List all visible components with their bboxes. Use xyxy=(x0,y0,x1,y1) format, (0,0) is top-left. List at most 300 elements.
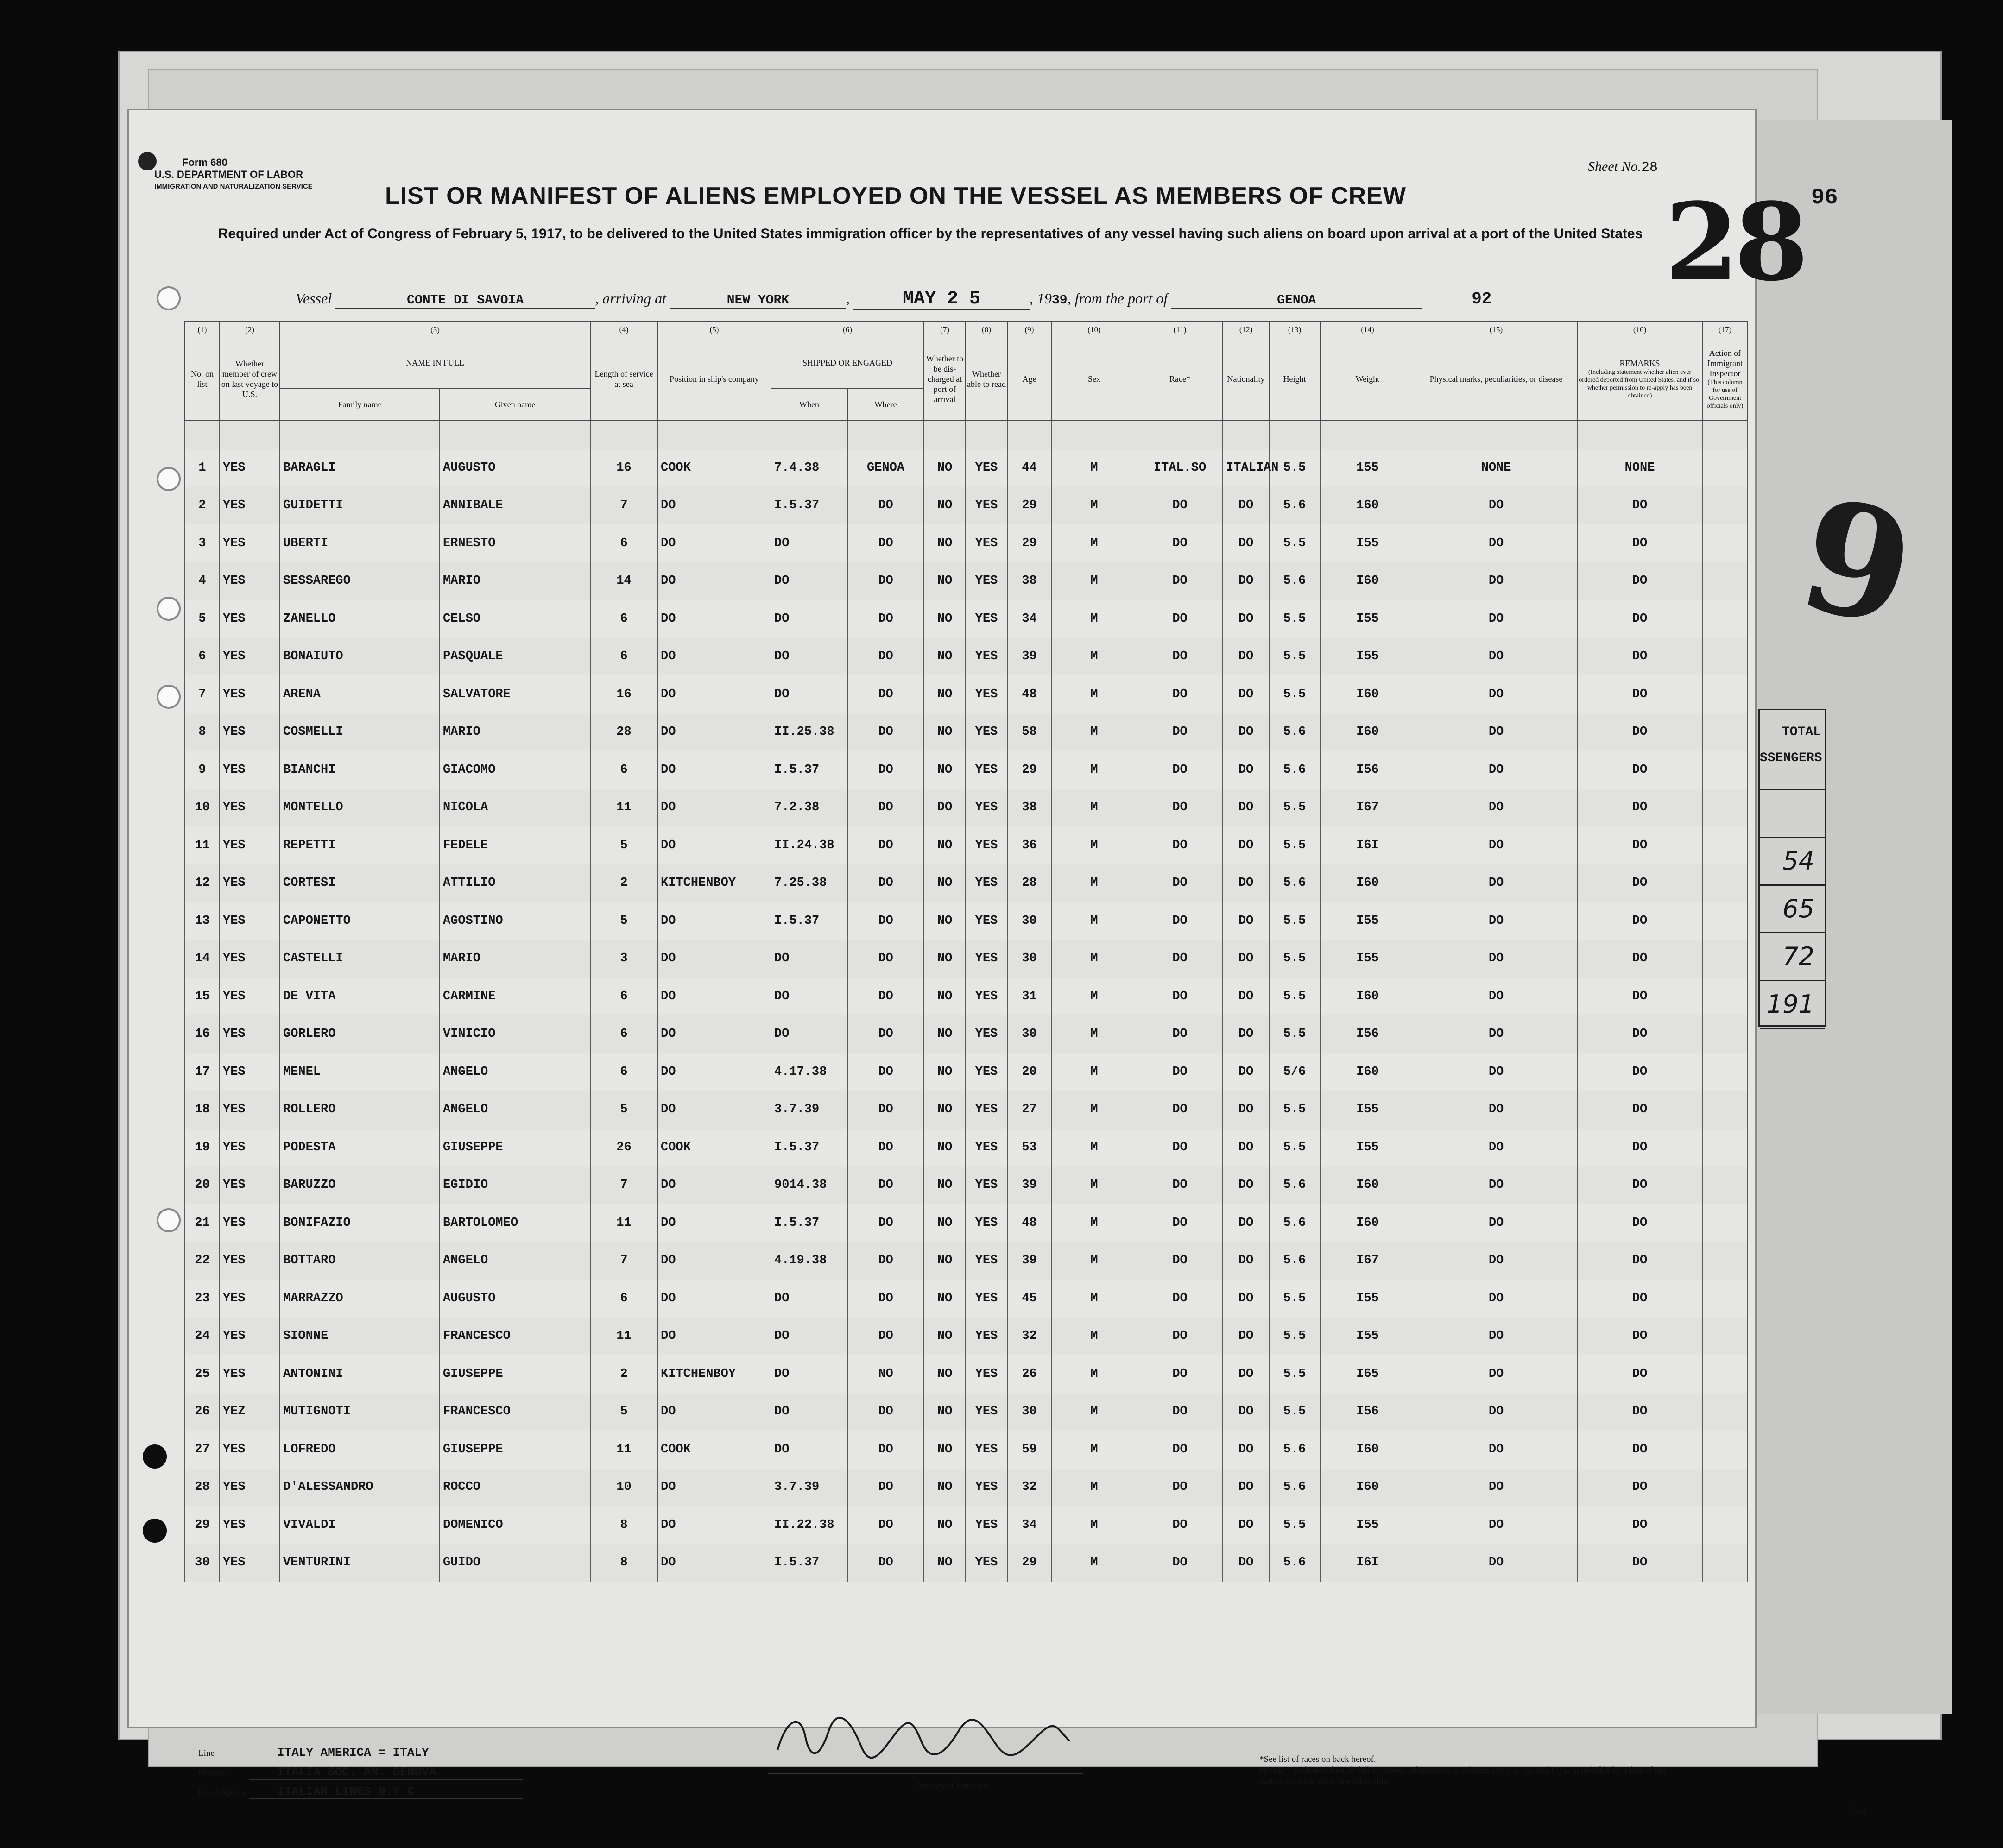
cell-family: MONTELLO xyxy=(280,789,440,827)
cell-position: DO xyxy=(657,1280,771,1318)
cell-action xyxy=(1702,940,1748,978)
cell-remarks: DO xyxy=(1577,638,1702,676)
cell-discharged: NO xyxy=(924,1506,966,1544)
crew-row xyxy=(185,449,1748,487)
cell-service: 7 xyxy=(590,487,657,525)
cell-height: 5.5 xyxy=(1269,638,1320,676)
cell-nationality: DO xyxy=(1223,1506,1269,1544)
cell-when: 7.2.38 xyxy=(771,789,847,827)
cell-position: DO xyxy=(657,675,771,713)
cell-race: DO xyxy=(1137,940,1223,978)
cell-physical: DO xyxy=(1415,1091,1577,1129)
cell-height: 5.5 xyxy=(1269,1506,1320,1544)
cell-physical: DO xyxy=(1415,1393,1577,1431)
cell-sex: M xyxy=(1051,1280,1137,1318)
cell-member: YES xyxy=(220,978,280,1015)
cell-where: DO xyxy=(847,713,924,751)
cell-service: 26 xyxy=(590,1129,657,1167)
cell-height: 5.5 xyxy=(1269,524,1320,562)
cell-no: 19 xyxy=(185,1129,220,1167)
cell-read: YES xyxy=(966,1318,1007,1356)
cell-weight: I55 xyxy=(1320,940,1415,978)
cell-height: 5.5 xyxy=(1269,600,1320,638)
cell-weight: I60 xyxy=(1320,1053,1415,1091)
cell-no: 10 xyxy=(185,789,220,827)
cell-race: DO xyxy=(1137,1242,1223,1280)
cell-discharged: NO xyxy=(924,826,966,864)
cell-height: 5.6 xyxy=(1269,1204,1320,1242)
arrival-year: 39 xyxy=(1051,293,1068,308)
cell-no: 23 xyxy=(185,1280,220,1318)
cell-physical: DO xyxy=(1415,1015,1577,1053)
cell-position: DO xyxy=(657,751,771,789)
cell-service: 10 xyxy=(590,1469,657,1507)
cell-position: COOK xyxy=(657,1129,771,1167)
col-member: Whether member of crew on last voyage to U.S. xyxy=(220,338,280,421)
corner-mark: 92 xyxy=(1472,290,1492,309)
cell-family: GUIDETTI xyxy=(280,487,440,525)
cell-age: 32 xyxy=(1007,1318,1051,1356)
cell-remarks: DO xyxy=(1577,1091,1702,1129)
cell-sex: M xyxy=(1051,1544,1137,1582)
departure-port: GENOA xyxy=(1171,293,1422,309)
cell-height: 5.5 xyxy=(1269,1318,1320,1356)
cell-action xyxy=(1702,1469,1748,1507)
cell-read: YES xyxy=(966,978,1007,1015)
cell-height: 5.5 xyxy=(1269,902,1320,940)
cell-where: DO xyxy=(847,978,924,1015)
cell-family: ANTONINI xyxy=(280,1355,440,1393)
cell-nationality: DO xyxy=(1223,638,1269,676)
cell-given: ERNESTO xyxy=(440,524,590,562)
cell-member: YES xyxy=(220,1129,280,1167)
cell-race: DO xyxy=(1137,1204,1223,1242)
cell-race: DO xyxy=(1137,1544,1223,1582)
cell-position: DO xyxy=(657,562,771,600)
cell-action xyxy=(1702,826,1748,864)
cell-given: AGOSTINO xyxy=(440,902,590,940)
cell-read: YES xyxy=(966,940,1007,978)
cell-nationality: DO xyxy=(1223,902,1269,940)
agents-row: Local Agents ITALIAN LINES N.Y.C xyxy=(198,1785,523,1799)
cell-when: DO xyxy=(771,940,847,978)
cell-weight: I55 xyxy=(1320,600,1415,638)
cell-height: 5.6 xyxy=(1269,713,1320,751)
cell-no: 11 xyxy=(185,826,220,864)
cell-sex: M xyxy=(1051,1393,1137,1431)
cell-action xyxy=(1702,1393,1748,1431)
cell-member: YEZ xyxy=(220,1393,280,1431)
cell-height: 5.6 xyxy=(1269,1167,1320,1205)
cell-member: YES xyxy=(220,1544,280,1582)
cell-position: DO xyxy=(657,1544,771,1582)
cell-height: 5.6 xyxy=(1269,1242,1320,1280)
cell-nationality: DO xyxy=(1223,1544,1269,1582)
cell-sex: M xyxy=(1051,1469,1137,1507)
cell-action xyxy=(1702,789,1748,827)
cell-when: DO xyxy=(771,562,847,600)
crew-row xyxy=(185,1204,1748,1242)
cell-when: II.22.38 xyxy=(771,1506,847,1544)
cell-race: DO xyxy=(1137,675,1223,713)
cell-discharged: NO xyxy=(924,487,966,525)
cell-age: 26 xyxy=(1007,1355,1051,1393)
cell-remarks: NONE xyxy=(1577,449,1702,487)
cell-action xyxy=(1702,638,1748,676)
cell-service: 3 xyxy=(590,940,657,978)
cell-action xyxy=(1702,1129,1748,1167)
cell-sex: M xyxy=(1051,1431,1137,1469)
cell-no: 9 xyxy=(185,751,220,789)
cell-age: 58 xyxy=(1007,713,1051,751)
cell-service: 7 xyxy=(590,1242,657,1280)
cell-no: 13 xyxy=(185,902,220,940)
crew-row xyxy=(185,1015,1748,1053)
cell-nationality: DO xyxy=(1223,864,1269,902)
totals-value: 65 xyxy=(1760,886,1825,933)
cell-discharged: NO xyxy=(924,751,966,789)
cell-action xyxy=(1702,1242,1748,1280)
cell-given: CARMINE xyxy=(440,978,590,1015)
cell-given: GIUSEPPE xyxy=(440,1431,590,1469)
cell-where: DO xyxy=(847,902,924,940)
inspector-signature xyxy=(759,1704,1083,1773)
cell-given: ANGELO xyxy=(440,1053,590,1091)
cell-family: REPETTI xyxy=(280,826,440,864)
cell-service: 28 xyxy=(590,713,657,751)
cell-age: 39 xyxy=(1007,638,1051,676)
cell-nationality: DO xyxy=(1223,487,1269,525)
crew-row xyxy=(185,1053,1748,1091)
cell-position: DO xyxy=(657,638,771,676)
cell-weight: I65 xyxy=(1320,1355,1415,1393)
cell-service: 5 xyxy=(590,902,657,940)
cell-member: YES xyxy=(220,826,280,864)
cell-member: YES xyxy=(220,1280,280,1318)
cell-position: DO xyxy=(657,1393,771,1431)
cell-read: YES xyxy=(966,713,1007,751)
cell-remarks: DO xyxy=(1577,978,1702,1015)
cell-discharged: NO xyxy=(924,1393,966,1431)
cell-physical: DO xyxy=(1415,487,1577,525)
cell-physical: DO xyxy=(1415,1469,1577,1507)
cell-family: BARAGLI xyxy=(280,449,440,487)
document-title: LIST OR MANIFEST OF ALIENS EMPLOYED ON THE VESSEL AS MEMBERS OF CREW xyxy=(385,183,1406,209)
cell-discharged: NO xyxy=(924,978,966,1015)
cell-height: 5.6 xyxy=(1269,1544,1320,1582)
cell-age: 59 xyxy=(1007,1431,1051,1469)
cell-when: I.5.37 xyxy=(771,487,847,525)
cell-discharged: NO xyxy=(924,1167,966,1205)
crew-row xyxy=(185,902,1748,940)
cell-sex: M xyxy=(1051,1355,1137,1393)
cell-when: 3.7.39 xyxy=(771,1091,847,1129)
cell-height: 5.5 xyxy=(1269,1393,1320,1431)
crew-row xyxy=(185,1506,1748,1544)
cell-read: YES xyxy=(966,1242,1007,1280)
cell-when: DO xyxy=(771,1393,847,1431)
cell-member: YES xyxy=(220,600,280,638)
cell-physical: DO xyxy=(1415,1280,1577,1318)
voyage-line: Vessel CONTE DI SAVOIA , arriving at NEW YORK , MAY 2 5 , 1939, from the port of GENOA 92 xyxy=(296,289,1492,309)
cell-read: YES xyxy=(966,1015,1007,1053)
cell-no: 5 xyxy=(185,600,220,638)
crew-row xyxy=(185,1129,1748,1167)
cell-service: 5 xyxy=(590,826,657,864)
arrival-date-stamp: MAY 2 5 xyxy=(853,289,1030,310)
cell-weight: 160 xyxy=(1320,487,1415,525)
cell-age: 38 xyxy=(1007,789,1051,827)
cell-given: SALVATORE xyxy=(440,675,590,713)
crew-row xyxy=(185,524,1748,562)
cell-sex: M xyxy=(1051,1053,1137,1091)
cell-action xyxy=(1702,1204,1748,1242)
cell-race: DO xyxy=(1137,864,1223,902)
cell-no: 22 xyxy=(185,1242,220,1280)
cell-discharged: NO xyxy=(924,562,966,600)
cell-nationality: DO xyxy=(1223,940,1269,978)
inspector-label: Immigrant Inspector. xyxy=(916,1781,991,1791)
cell-discharged: NO xyxy=(924,1280,966,1318)
cell-sex: M xyxy=(1051,1015,1137,1053)
cell-nationality: DO xyxy=(1223,1204,1269,1242)
crew-row xyxy=(185,978,1748,1015)
cell-physical: DO xyxy=(1415,1053,1577,1091)
cell-position: KITCHENBOY xyxy=(657,1355,771,1393)
cell-height: 5.5 xyxy=(1269,449,1320,487)
cell-discharged: NO xyxy=(924,449,966,487)
cell-given: MARIO xyxy=(440,713,590,751)
cell-age: 45 xyxy=(1007,1280,1051,1318)
cell-physical: DO xyxy=(1415,524,1577,562)
cell-weight: I6I xyxy=(1320,1544,1415,1582)
cell-family: CORTESI xyxy=(280,864,440,902)
cell-read: YES xyxy=(966,826,1007,864)
cell-family: SESSAREGO xyxy=(280,562,440,600)
cell-position: DO xyxy=(657,487,771,525)
cell-age: 36 xyxy=(1007,826,1051,864)
cell-discharged: DO xyxy=(924,789,966,827)
cell-member: YES xyxy=(220,1318,280,1356)
cell-read: YES xyxy=(966,864,1007,902)
cell-service: 8 xyxy=(590,1506,657,1544)
crew-row xyxy=(185,1318,1748,1356)
cell-nationality: DO xyxy=(1223,826,1269,864)
cell-discharged: NO xyxy=(924,1242,966,1280)
print-code: 14—1240 xyxy=(1852,1800,1865,1815)
cell-family: BONIFAZIO xyxy=(280,1204,440,1242)
cell-position: DO xyxy=(657,1167,771,1205)
crew-row xyxy=(185,487,1748,525)
cell-family: ZANELLO xyxy=(280,600,440,638)
col-age: Age xyxy=(1007,338,1051,421)
cell-no: 28 xyxy=(185,1469,220,1507)
col-position: Position in ship's company xyxy=(657,338,771,421)
cell-member: YES xyxy=(220,1204,280,1242)
col-action: Action of Immigrant Inspector (This column for use of Government officials only) xyxy=(1702,338,1748,421)
cell-remarks: DO xyxy=(1577,600,1702,638)
cell-given: ANNIBALE xyxy=(440,487,590,525)
cell-action xyxy=(1702,524,1748,562)
cell-sex: M xyxy=(1051,1506,1137,1544)
cell-when: 7.4.38 xyxy=(771,449,847,487)
cell-given: GIUSEPPE xyxy=(440,1355,590,1393)
cell-member: YES xyxy=(220,1431,280,1469)
cell-family: MENEL xyxy=(280,1053,440,1091)
cell-physical: DO xyxy=(1415,638,1577,676)
cell-remarks: DO xyxy=(1577,1506,1702,1544)
cell-where: DO xyxy=(847,1431,924,1469)
cell-given: FEDELE xyxy=(440,826,590,864)
cell-nationality: DO xyxy=(1223,1015,1269,1053)
cell-given: ANGELO xyxy=(440,1091,590,1129)
cell-action xyxy=(1702,1506,1748,1544)
cell-weight: I55 xyxy=(1320,638,1415,676)
cell-position: DO xyxy=(657,826,771,864)
cell-read: YES xyxy=(966,1469,1007,1507)
cell-when: DO xyxy=(771,1431,847,1469)
cell-no: 15 xyxy=(185,978,220,1015)
cell-action xyxy=(1702,1280,1748,1318)
cell-service: 6 xyxy=(590,638,657,676)
cell-action xyxy=(1702,1015,1748,1053)
cell-remarks: DO xyxy=(1577,1167,1702,1205)
crew-row xyxy=(185,600,1748,638)
cell-no: 6 xyxy=(185,638,220,676)
cell-where: DO xyxy=(847,940,924,978)
punch-hole xyxy=(157,685,181,709)
cell-given: CELSO xyxy=(440,600,590,638)
cell-height: 5.5 xyxy=(1269,1015,1320,1053)
cell-sex: M xyxy=(1051,902,1137,940)
cell-remarks: DO xyxy=(1577,1015,1702,1053)
cell-when: I.5.37 xyxy=(771,1544,847,1582)
cell-service: 14 xyxy=(590,562,657,600)
cell-read: YES xyxy=(966,1204,1007,1242)
cell-where: DO xyxy=(847,826,924,864)
punch-hole xyxy=(157,1208,181,1232)
punch-hole xyxy=(157,286,181,310)
spacer-row xyxy=(185,421,1748,449)
side-page-number: 96 xyxy=(1811,185,1838,210)
cell-race: DO xyxy=(1137,1506,1223,1544)
cell-no: 12 xyxy=(185,864,220,902)
cell-family: ARENA xyxy=(280,675,440,713)
cell-no: 18 xyxy=(185,1091,220,1129)
cell-where: DO xyxy=(847,562,924,600)
cell-height: 5.6 xyxy=(1269,562,1320,600)
cell-where: DO xyxy=(847,675,924,713)
cell-sex: M xyxy=(1051,1204,1137,1242)
cell-member: YES xyxy=(220,1355,280,1393)
cell-discharged: NO xyxy=(924,1544,966,1582)
punch-hole xyxy=(143,1444,167,1469)
crew-row xyxy=(185,675,1748,713)
cell-where: NO xyxy=(847,1355,924,1393)
cell-remarks: DO xyxy=(1577,864,1702,902)
crew-row xyxy=(185,1167,1748,1205)
cell-remarks: DO xyxy=(1577,1053,1702,1091)
cell-sex: M xyxy=(1051,562,1137,600)
cell-race: DO xyxy=(1137,751,1223,789)
cell-weight: I56 xyxy=(1320,1015,1415,1053)
cell-where: DO xyxy=(847,1393,924,1431)
cell-when: DO xyxy=(771,978,847,1015)
cell-remarks: DO xyxy=(1577,1242,1702,1280)
cell-race: DO xyxy=(1137,1167,1223,1205)
cell-no: 16 xyxy=(185,1015,220,1053)
cell-height: 5.5 xyxy=(1269,1280,1320,1318)
cell-where: DO xyxy=(847,789,924,827)
cell-remarks: DO xyxy=(1577,902,1702,940)
cell-family: LOFREDO xyxy=(280,1431,440,1469)
cell-family: VENTURINI xyxy=(280,1544,440,1582)
cell-family: MARRAZZO xyxy=(280,1280,440,1318)
cell-age: 30 xyxy=(1007,1393,1051,1431)
cell-race: DO xyxy=(1137,1015,1223,1053)
cell-service: 6 xyxy=(590,524,657,562)
cell-no: 29 xyxy=(185,1506,220,1544)
cell-service: 5 xyxy=(590,1091,657,1129)
cell-height: 5.5 xyxy=(1269,1129,1320,1167)
cell-age: 34 xyxy=(1007,1506,1051,1544)
cell-remarks: DO xyxy=(1577,1469,1702,1507)
cell-when: I.5.37 xyxy=(771,751,847,789)
col-family-name: Family name xyxy=(280,388,440,421)
cell-nationality: DO xyxy=(1223,751,1269,789)
department-seal-icon xyxy=(138,152,157,170)
cell-read: YES xyxy=(966,751,1007,789)
cell-nationality: DO xyxy=(1223,1242,1269,1280)
cell-service: 2 xyxy=(590,864,657,902)
cell-action xyxy=(1702,487,1748,525)
cell-no: 1 xyxy=(185,449,220,487)
cell-action xyxy=(1702,600,1748,638)
cell-when: I.5.37 xyxy=(771,902,847,940)
cell-height: 5.5 xyxy=(1269,826,1320,864)
cell-no: 3 xyxy=(185,524,220,562)
cell-when: I.5.37 xyxy=(771,1204,847,1242)
cell-remarks: DO xyxy=(1577,524,1702,562)
cell-remarks: DO xyxy=(1577,826,1702,864)
line-row: Line ITALY AMERICA = ITALY xyxy=(198,1746,523,1760)
cell-race: DO xyxy=(1137,638,1223,676)
footnote: *See list of races on back hereof. NOTE.—Failure to furnish full or correct information in columns (3), (5), (6), and (7) is punishable by a fine of ten dollars for each alien. See other side. xyxy=(1259,1754,1666,1786)
cell-height: 5.6 xyxy=(1269,487,1320,525)
cell-nationality: DO xyxy=(1223,1280,1269,1318)
cell-when: DO xyxy=(771,1318,847,1356)
col-name: NAME IN FULL xyxy=(280,338,590,388)
cell-member: YES xyxy=(220,524,280,562)
cell-age: 48 xyxy=(1007,675,1051,713)
cell-sex: M xyxy=(1051,1242,1137,1280)
cell-physical: DO xyxy=(1415,1167,1577,1205)
punch-hole xyxy=(157,467,181,491)
cell-age: 29 xyxy=(1007,751,1051,789)
cell-physical: DO xyxy=(1415,978,1577,1015)
cell-height: 5.5 xyxy=(1269,675,1320,713)
cell-physical: DO xyxy=(1415,826,1577,864)
cell-where: DO xyxy=(847,1544,924,1582)
cell-where: DO xyxy=(847,1204,924,1242)
sheet-number: Sheet No.28 xyxy=(1588,159,1658,176)
cell-nationality: DO xyxy=(1223,1431,1269,1469)
cell-when: 3.7.39 xyxy=(771,1469,847,1507)
cell-read: YES xyxy=(966,1506,1007,1544)
cell-sex: M xyxy=(1051,978,1137,1015)
cell-service: 8 xyxy=(590,1544,657,1582)
cell-action xyxy=(1702,675,1748,713)
